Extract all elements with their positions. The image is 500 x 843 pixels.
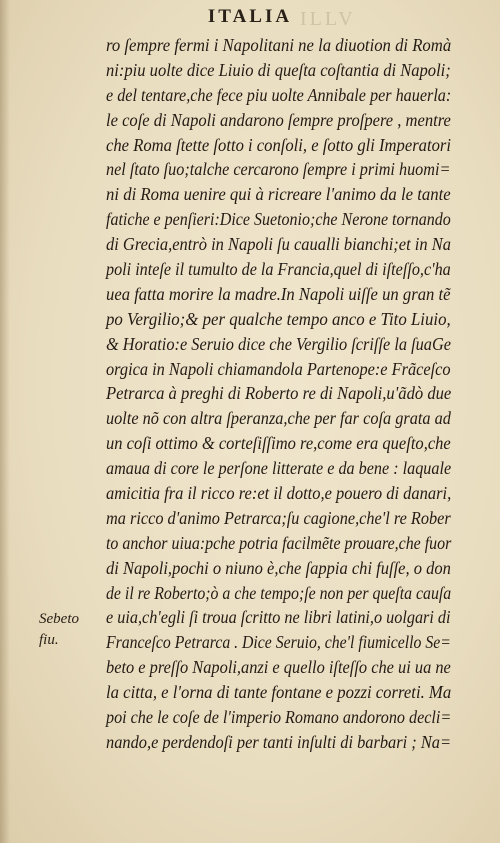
text-line: e del tentare,che fece piu uolte Annibale per hauerla: [106,84,452,105]
text-line: ni:piu uolte dice Liuio di queſta coſtantia di Napoli; [106,59,451,80]
body-text [106,33,452,755]
text-line: le coſe di Napoli andarono ſempre proſpere , mentre [106,109,451,130]
text-line: amicitia fra il ricco re:et il dotto,e pouero di danari, [106,483,452,504]
text-line: ma ricco d'animo Petrarca;ſu cagione,che'l re Rober [106,507,451,528]
text-line: Petrarca à preghi di Roberto re di Napoli,u'ãdò due [106,383,452,404]
page-gutter-shadow [0,0,10,843]
text-line: amaua di core le perſone litterate e da bene : laquale [106,458,452,479]
text-line: beto e preſſo Napoli,anzi e quello iſteſſo che ui ua ne [106,657,451,678]
text-line: de il re Roberto;ò a che tempo;ſe non per queſta cauſa [106,582,452,603]
text-line: poli inteſe il tumulto de la Francia,quel di iſteſſo,c'ha [106,259,451,280]
text-line: ni di Roma uenire qui à ricreare l'animo da le tante [106,184,451,205]
text-line: uolte nõ con altra ſperanza,che per far coſa grata ad [106,408,451,429]
text-line: orgica in Napoli chiamandola Partenope:e Frãceſco [106,358,451,379]
running-head: ITALIA [207,6,293,27]
text-line: & Horatio:e Seruio dice che Vergilio ſcriſſe la ſuaGe [106,333,452,354]
text-line: po Vergilio;& per qualche tempo anco e Tito Liuio, [106,308,451,329]
marginal-note [39,609,79,651]
text-line: fatiche e penſieri:Dice Suetonio;che Nerone tornando [106,209,451,230]
text-line: che Roma ſtette ſotto i conſoli, e ſotto gli Imperatori [106,134,451,155]
text-line: nando,e perdendoſi per tanti inſulti di barbari ; Na= [106,731,452,752]
text-line: to anchor uiua:pche potria facilmẽte prouare,che fuor [106,532,452,553]
text-line: e uia,ch'egli ſi troua ſcritto ne libri latini,o uolgari di [106,607,451,628]
marginal-note-line: fiu. [39,632,59,648]
bleed-through-text: ILLV [300,8,356,30]
text-line: un coſi ottimo & corteſiſſimo re,come era queſto,che [106,433,451,454]
text-line: di Napoli,pochi o niuno è,che ſappia chi fuſſe, o don [106,557,451,578]
text-line: la citta, e l'orna di tante fontane e pozzi correti. Ma [106,682,452,703]
text-line: poi che le coſe de l'imperio Romano andorono decli= [106,707,452,728]
text-line: nel ſtato ſuo;talche cercarono ſempre i primi huomi= [106,159,451,180]
marginal-note-line: Sebeto [39,611,79,627]
text-line: Franceſco Petrarca . Dice Seruio, che'l fiumicello Se= [106,632,451,653]
text-line: ro ſempre fermi i Napolitani ne la diuotion di Romà [106,35,452,55]
text-line: uea fatta morire la madre.In Napoli uiſſe un gran tẽ [106,283,451,304]
text-line: di Grecia,entrò in Napoli ſu caualli bianchi;et in Na [106,234,451,255]
